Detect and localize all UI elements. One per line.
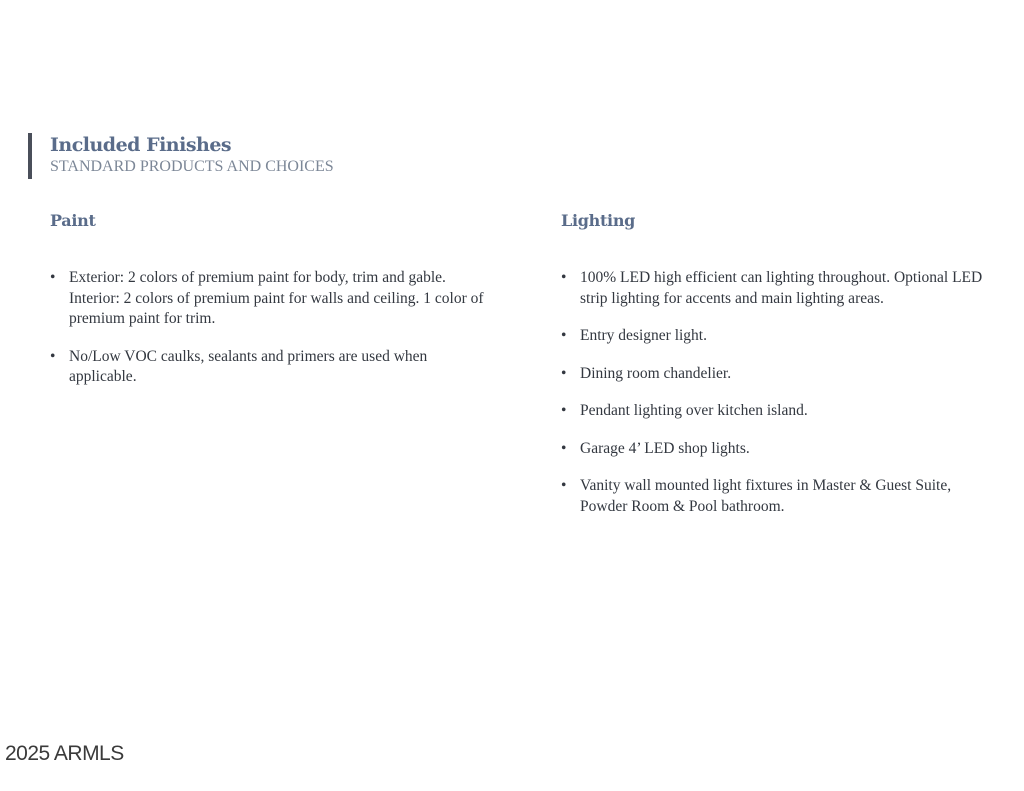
list-item xyxy=(50,347,490,388)
copyright-watermark: 2025 ARMLS xyxy=(5,742,124,765)
paint-item-text: Exterior: 2 colors of premium paint for body, trim and gable. Interior: 2 colors of premium paint for walls and ceiling. 1 color of premium paint for trim. xyxy=(69,269,484,327)
bullet-icon: • xyxy=(561,477,567,494)
list-item xyxy=(50,268,490,330)
list-item xyxy=(561,401,991,422)
bullet-icon: • xyxy=(561,364,567,382)
list-item xyxy=(561,268,991,309)
list-item xyxy=(561,476,991,517)
lighting-item-text: Vanity wall mounted light fixtures in Master & Guest Suite, Powder Room & Pool bathroom. xyxy=(580,477,952,515)
bullet-icon: • xyxy=(561,402,567,419)
section-header xyxy=(28,133,334,179)
paint-heading: Paint xyxy=(50,211,96,230)
lighting-column xyxy=(561,208,991,534)
lighting-item-text: Garage 4’ LED shop lights. xyxy=(580,439,750,457)
lighting-item-text: Dining room chandelier. xyxy=(580,364,732,382)
lighting-heading: Lighting xyxy=(561,211,636,230)
paint-column xyxy=(50,208,490,405)
lighting-list xyxy=(561,268,991,517)
bullet-icon: • xyxy=(50,347,56,365)
bullet-icon: • xyxy=(50,269,56,286)
page-title: Included Finishes xyxy=(50,134,232,156)
paint-list xyxy=(50,268,490,388)
list-item xyxy=(561,326,991,347)
paint-item-text: No/Low VOC caulks, sealants and primers are used when applicable. xyxy=(69,347,428,385)
page-subtitle: STANDARD PRODUCTS AND CHOICES xyxy=(50,158,334,175)
list-item xyxy=(561,364,991,385)
lighting-item-text: 100% LED high efficient can lighting throughout. Optional LED strip lighting for accents and main lighting areas. xyxy=(580,269,983,307)
lighting-item-text: Pendant lighting over kitchen island. xyxy=(580,402,808,419)
bullet-icon: • xyxy=(561,439,567,457)
bullet-icon: • xyxy=(561,327,567,344)
list-item xyxy=(561,439,991,460)
lighting-item-text: Entry designer light. xyxy=(580,327,707,344)
bullet-icon: • xyxy=(561,269,567,286)
